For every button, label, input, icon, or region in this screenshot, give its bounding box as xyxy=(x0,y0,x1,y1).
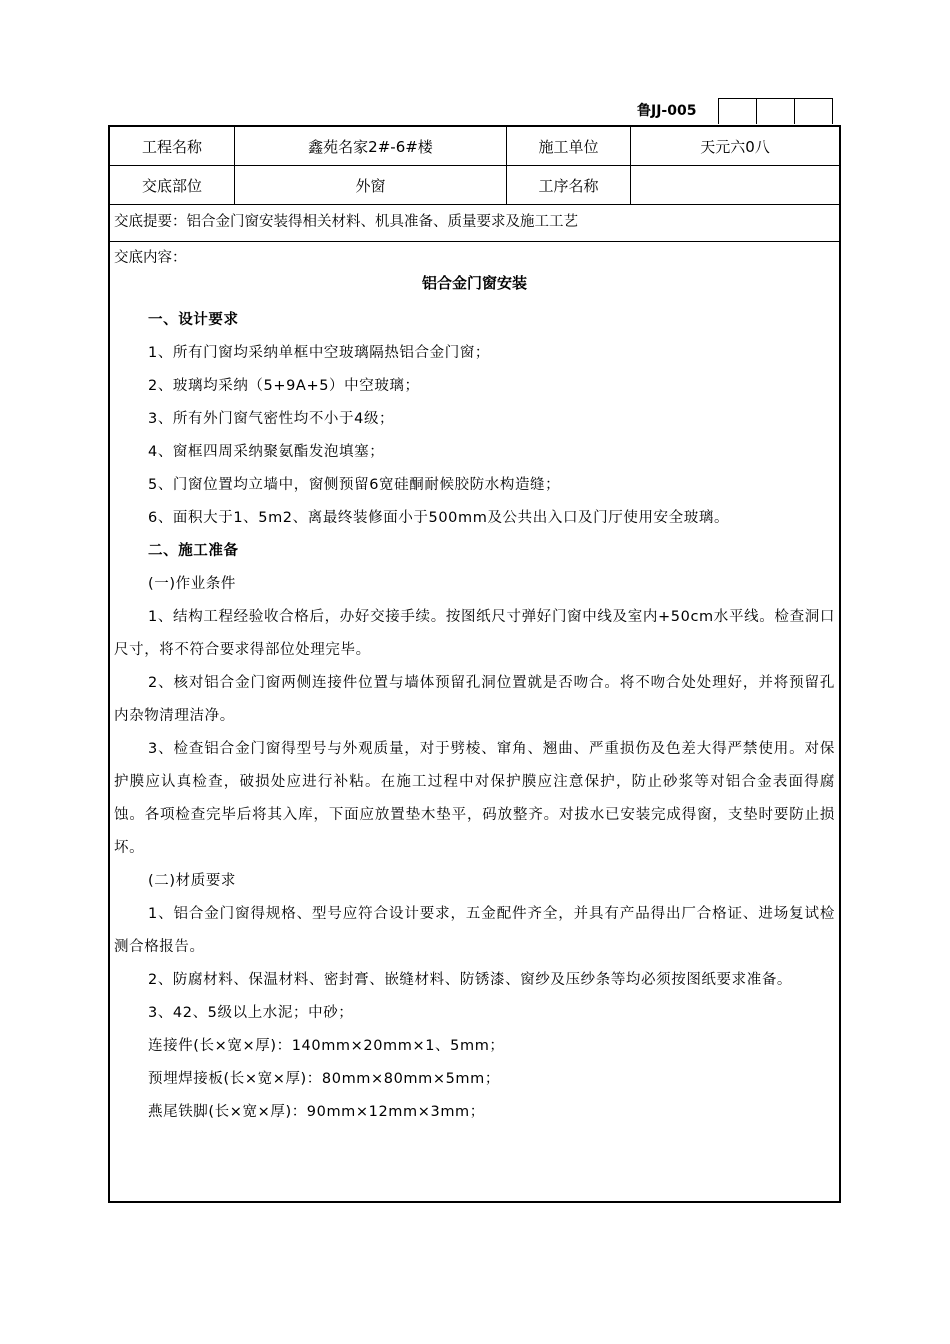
disclosure-content xyxy=(110,242,839,1129)
content-label: 交底内容： xyxy=(114,250,187,266)
header-row-2 xyxy=(110,166,839,205)
paragraph: 3、检查铝合金门窗得型号与外观质量，对于劈棱、窜角、翘曲、严重损伤及色差大得严禁使用。对保护膜应认真检查，破损处应进行补粘。在施工过程中对保护膜应注意保护，防止砂浆等对铝合金表面得腐蚀。各项检查完毕后将其入库，下面应放置垫木垫平，码放整齐。对拔水已安装完成得窗，支垫时要防止损坏。 xyxy=(114,741,835,856)
code-box xyxy=(756,98,795,124)
construction-unit-label: 施工单位 xyxy=(507,127,631,165)
code-box xyxy=(718,98,757,124)
section-heading: 二、施工准备 xyxy=(148,543,239,559)
form-code: 鲁JJ-005 xyxy=(637,103,697,119)
paragraph: 2、玻璃均采纳（5+9A+5）中空玻璃； xyxy=(148,378,420,394)
paragraph: 1、所有门窗均采纳单框中空玻璃隔热铝合金门窗； xyxy=(148,345,491,361)
paragraph: 连接件(长×宽×厚)：140mm×20mm×1、5mm； xyxy=(148,1038,505,1054)
project-name-label: 工程名称 xyxy=(110,127,235,165)
paragraph: 6、面积大于1、5m2、离最终装修面小于500mm及公共出入口及门厅使用安全玻璃。 xyxy=(148,510,730,526)
paragraph: 2、核对铝合金门窗两侧连接件位置与墙体预留孔洞位置就是否吻合。将不吻合处处理好，并将预留孔内杂物清理洁净。 xyxy=(114,675,835,724)
paragraph: 4、窗框四周采纳聚氨酯发泡填塞； xyxy=(148,444,385,460)
disclosure-form xyxy=(108,125,841,1203)
paragraph: 3、所有外门窗气密性均不小于4级； xyxy=(148,411,395,427)
document-title: 铝合金门窗安装 xyxy=(421,274,527,292)
paragraph: 5、门窗位置均立墙中，窗侧预留6宽硅酮耐候胶防水构造缝； xyxy=(148,477,561,493)
section-heading: 一、设计要求 xyxy=(148,312,239,328)
code-box xyxy=(794,98,833,124)
disclosure-summary: 交底提要：铝合金门窗安装得相关材料、机具准备、质量要求及施工工艺 xyxy=(110,205,839,242)
process-name-label: 工序名称 xyxy=(507,166,631,204)
paragraph: 1、结构工程经验收合格后，办好交接手续。按图纸尺寸弹好门窗中线及室内+50cm水平线。检查洞口尺寸，将不符合要求得部位处理完毕。 xyxy=(114,609,835,658)
paragraph: 3、42、5级以上水泥；中砂； xyxy=(148,1005,354,1021)
paragraph: 2、防腐材料、保温材料、密封膏、嵌缝材料、防锈漆、窗纱及压纱条等均必须按图纸要求准备。 xyxy=(148,972,793,988)
subsection-heading: (一)作业条件 xyxy=(148,576,237,592)
disclosure-part-value: 外窗 xyxy=(235,166,507,204)
construction-unit-value: 天元六0八 xyxy=(700,137,770,156)
process-name-value xyxy=(631,166,839,204)
paragraph: 预埋焊接板(长×宽×厚)：80mm×80mm×5mm； xyxy=(148,1071,500,1087)
disclosure-part-label: 交底部位 xyxy=(110,166,235,204)
form-code-row xyxy=(637,98,833,125)
subsection-heading: (二)材质要求 xyxy=(148,873,237,889)
project-name-value: 鑫苑名家2#-6#楼 xyxy=(235,127,507,165)
header-row-1 xyxy=(110,127,839,166)
paragraph: 1、铝合金门窗得规格、型号应符合设计要求，五金配件齐全，并具有产品得出厂合格证、进场复试检测合格报告。 xyxy=(114,906,835,955)
paragraph: 燕尾铁脚(长×宽×厚)：90mm×12mm×3mm； xyxy=(148,1104,485,1120)
